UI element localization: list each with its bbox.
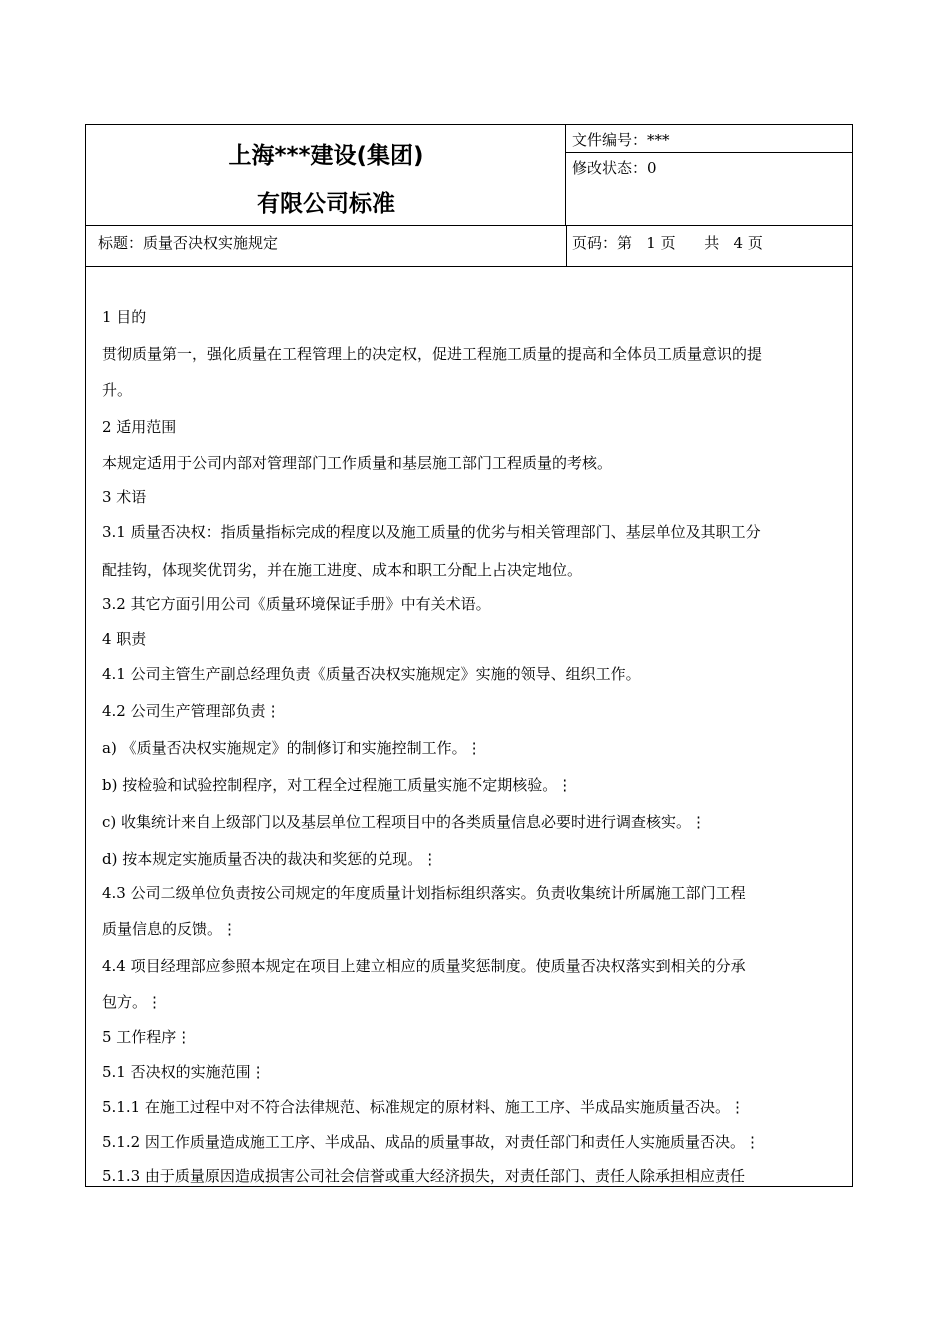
page-number: 页码：第 1 页 共 4 页: [572, 234, 763, 252]
body-line: 3.1 质量否决权：指质量指标完成的程度以及施工质量的优劣与相关管理部门、基层单位及其职工分: [102, 523, 761, 541]
section-heading-procedure: 5 工作程序⋮: [102, 1028, 192, 1046]
company-header: [86, 125, 566, 225]
body-line: 质量信息的反馈。⋮: [102, 920, 238, 938]
document-number: 文件编号：***: [572, 131, 670, 149]
body-line: 本规定适用于公司内部对管理部门工作质量和基层施工部门工程质量的考核。: [102, 454, 613, 472]
title-row-divider: [566, 226, 567, 266]
list-item: d) 按本规定实施质量否决的裁决和奖惩的兑现。⋮: [102, 850, 438, 868]
body-line: 贯彻质量第一，强化质量在工程管理上的决定权，促进工程施工质量的提高和全体员工质量意识的提: [102, 345, 763, 363]
list-item: b) 按检验和试验控制程序，对工程全过程施工质量实施不定期核验。⋮: [102, 776, 573, 794]
body-line: 4.1 公司主管生产副总经理负责《质量否决权实施规定》实施的领导、组织工作。: [102, 665, 641, 683]
body-line: 5.1.3 由于质量原因造成损害公司社会信誉或重大经济损失，对责任部门、责任人除承担相应责任: [102, 1167, 745, 1185]
section-heading-duties: 4 职责: [102, 630, 147, 648]
body-line: 3.2 其它方面引用公司《质量环境保证手册》中有关术语。: [102, 595, 491, 613]
document-title: 标题：质量否决权实施规定: [98, 234, 279, 252]
body-line: 5.1.2 因工作质量造成施工工序、半成品、成品的质量事故，对责任部门和责任人实施质量否决。⋮: [102, 1133, 760, 1151]
body-line: 4.4 项目经理部应参照本规定在项目上建立相应的质量奖惩制度。使质量否决权落实到相关的分承: [102, 957, 746, 975]
body-line: 配挂钩，体现奖优罚劣，并在施工进度、成本和职工分配上占决定地位。: [102, 561, 583, 579]
section-heading-terms: 3 术语: [102, 488, 147, 506]
list-item: a) 《质量否决权实施规定》的制修订和实施控制工作。⋮: [102, 739, 482, 757]
list-item: c) 收集统计来自上级部门以及基层单位工程项目中的各类质量信息必要时进行调查核实。⋮: [102, 813, 707, 831]
body-line: 5.1 否决权的实施范围⋮: [102, 1063, 266, 1081]
company-name-line1: 上海***建设(集团): [228, 143, 424, 169]
revision-status: 修改状态：0: [572, 159, 657, 177]
body-line: 4.2 公司生产管理部负责⋮: [102, 702, 281, 720]
info-divider: [566, 152, 852, 153]
body-line: 4.3 公司二级单位负责按公司规定的年度质量计划指标组织落实。负责收集统计所属施工部门工程: [102, 884, 746, 902]
section-heading-purpose: 1 目的: [102, 308, 147, 326]
title-row: [86, 225, 852, 267]
body-line: 包方。⋮: [102, 993, 163, 1011]
document-info: [566, 125, 852, 225]
body-line: 升。: [102, 381, 133, 399]
document-frame: [85, 124, 853, 1187]
company-name-line2: 有限公司标准: [257, 191, 395, 217]
body-line: 5.1.1 在施工过程中对不符合法律规范、标准规定的原材料、施工工序、半成品实施质量否决。⋮: [102, 1098, 745, 1116]
section-heading-scope: 2 适用范围: [102, 418, 177, 436]
